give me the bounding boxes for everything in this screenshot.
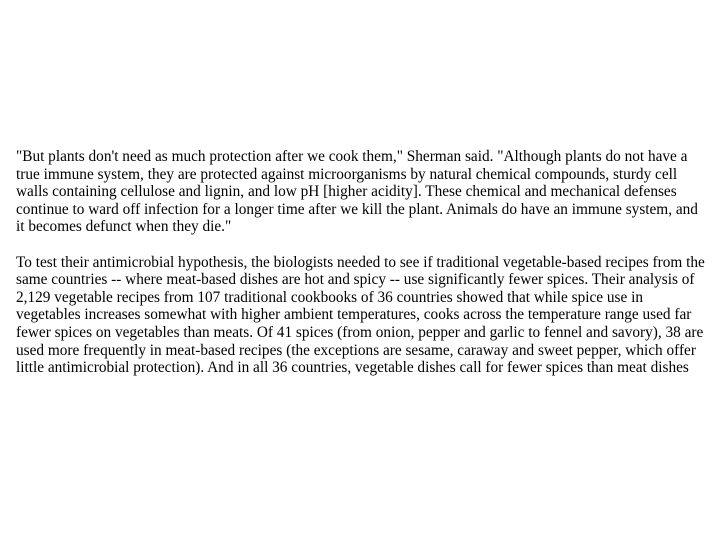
- document-body: [16, 148, 708, 377]
- paragraph-quote: "But plants don't need as much protection after we cook them," Sherman said. "Although plants do not have a true immune system, they are protected against microorganisms by natural chemical compounds, sturdy cell walls containing cellulose and lignin, and low pH [higher acidity]. These chemical and mechanical defenses continue to ward off infection for a longer time after we kill the plant. Animals do have an immune system, and it becomes defunct when they die.": [16, 148, 698, 236]
- paragraph-study: To test their antimicrobial hypothesis, the biologists needed to see if traditional vegetable-based recipes from the same countries -- where meat-based dishes are hot and spicy -- use significantly fewer spices. Their analysis of 2,129 vegetable recipes from 107 traditional cookbooks of 36 countries showed that while spice use in vegetables increases somewhat with higher ambient temperatures, cooks across the temperature range used far fewer spices on vegetables than meats. Of 41 spices (from onion, pepper and garlic to fennel and savory), 38 are used more frequently in meat-based recipes (the exceptions are sesame, caraway and sweet pepper, which offer little antimicrobial protection). And in all 36 countries, vegetable dishes call for fewer spices than meat dishes: [16, 253, 705, 377]
